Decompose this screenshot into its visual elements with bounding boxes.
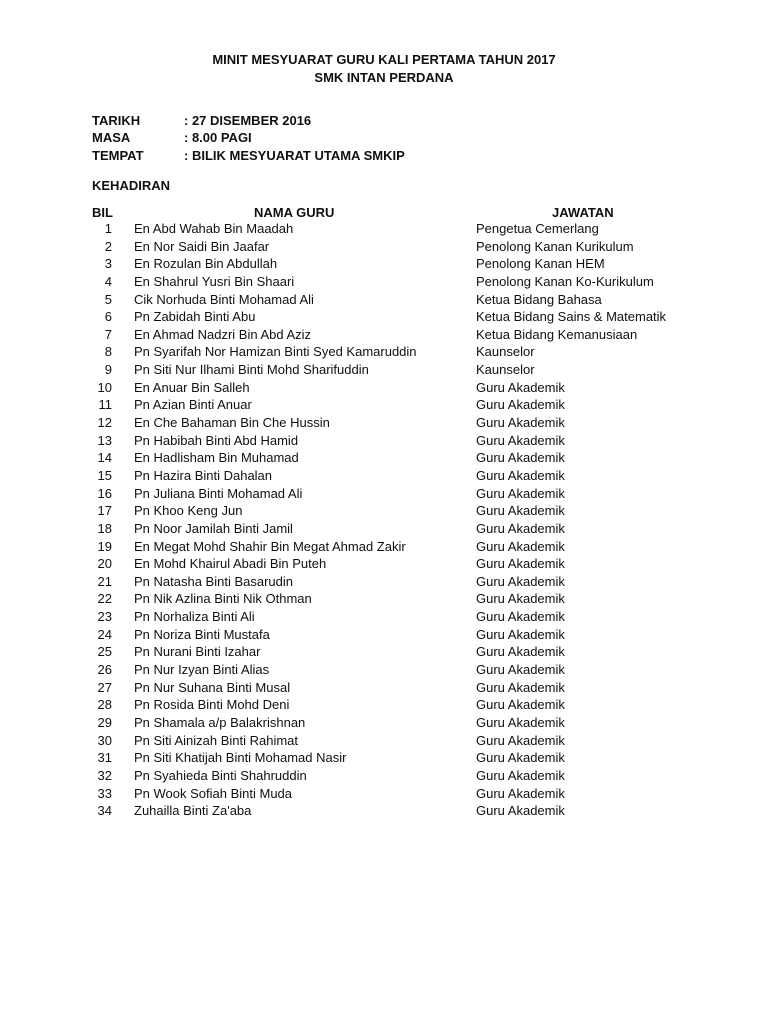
- table-row: [0, 502, 768, 520]
- school-name: SMK INTAN PERDANA: [314, 70, 454, 85]
- cell-bil: 14: [97, 450, 112, 466]
- cell-bil: 30: [97, 732, 112, 748]
- column-header-bil: BIL: [92, 205, 113, 220]
- cell-jawatan: Guru Akademik: [476, 662, 565, 678]
- table-row: [0, 520, 768, 538]
- cell-nama-guru: En Anuar Bin Salleh: [134, 379, 250, 395]
- table-row: [0, 467, 768, 485]
- cell-nama-guru: Pn Noor Jamilah Binti Jamil: [134, 520, 293, 536]
- cell-bil: 24: [97, 626, 112, 642]
- cell-bil: 17: [97, 503, 112, 519]
- cell-nama-guru: En Shahrul Yusri Bin Shaari: [134, 273, 295, 289]
- table-row: [0, 220, 768, 238]
- cell-jawatan: Pengetua Cemerlang: [476, 221, 599, 236]
- cell-nama-guru: Pn Nurani Binti Izahar: [134, 644, 261, 660]
- cell-nama-guru: En Ahmad Nadzri Bin Abd Aziz: [134, 326, 312, 342]
- cell-nama-guru: En Che Bahaman Bin Che Hussin: [134, 415, 330, 431]
- cell-bil: 13: [97, 432, 112, 448]
- cell-nama-guru: Pn Siti Ainizah Binti Rahimat: [134, 732, 299, 748]
- table-row: [0, 308, 768, 326]
- cell-bil: 18: [97, 520, 112, 536]
- table-row: [0, 555, 768, 573]
- cell-nama-guru: Pn Zabidah Binti Abu: [134, 309, 256, 325]
- cell-bil: 19: [97, 538, 112, 554]
- cell-nama-guru: Pn Nur Izyan Binti Alias: [134, 662, 270, 678]
- meta-tempat-value: : BILIK MESYUARAT UTAMA SMKIP: [184, 148, 405, 163]
- cell-jawatan: Guru Akademik: [476, 803, 565, 819]
- cell-bil: 16: [97, 485, 112, 501]
- cell-bil: 8: [104, 344, 112, 360]
- table-row: [0, 449, 768, 467]
- cell-bil: 32: [97, 767, 112, 783]
- table-row: [0, 432, 768, 450]
- meta-masa-label: MASA: [92, 130, 131, 145]
- meta-masa-value: : 8.00 PAGI: [184, 130, 252, 145]
- cell-jawatan: Penolong Kanan Kurikulum: [476, 238, 634, 254]
- cell-nama-guru: Pn Juliana Binti Mohamad Ali: [134, 485, 303, 501]
- cell-jawatan: Guru Akademik: [476, 573, 565, 589]
- table-row: [0, 238, 768, 256]
- cell-bil: 4: [104, 273, 112, 289]
- cell-jawatan: Guru Akademik: [476, 767, 565, 783]
- table-row: [0, 785, 768, 803]
- cell-jawatan: Guru Akademik: [476, 679, 565, 695]
- table-row: [0, 414, 768, 432]
- cell-bil: 22: [97, 591, 112, 607]
- cell-jawatan: Guru Akademik: [476, 750, 565, 766]
- table-row: [0, 608, 768, 626]
- cell-bil: 5: [104, 291, 112, 307]
- cell-jawatan: Kaunselor: [476, 344, 535, 360]
- cell-bil: 9: [104, 362, 112, 378]
- cell-bil: 12: [97, 415, 112, 431]
- cell-nama-guru: Pn Habibah Binti Abd Hamid: [134, 432, 299, 448]
- cell-jawatan: Ketua Bidang Kemanusiaan: [476, 326, 638, 342]
- cell-bil: 2: [104, 238, 112, 254]
- cell-jawatan: Guru Akademik: [476, 591, 565, 607]
- table-row: [0, 749, 768, 767]
- cell-bil: 21: [97, 573, 112, 589]
- cell-jawatan: Guru Akademik: [476, 467, 565, 483]
- table-row: [0, 590, 768, 608]
- table-row: [0, 396, 768, 414]
- meta-tarikh-value: : 27 DISEMBER 2016: [184, 113, 312, 128]
- table-row: [0, 273, 768, 291]
- cell-bil: 27: [97, 679, 112, 695]
- cell-nama-guru: Pn Noriza Binti Mustafa: [134, 626, 270, 642]
- cell-nama-guru: Pn Siti Nur Ilhami Binti Mohd Sharifuddin: [134, 362, 369, 378]
- cell-bil: 34: [97, 803, 112, 819]
- cell-jawatan: Penolong Kanan Ko-Kurikulum: [476, 273, 654, 289]
- cell-jawatan: Guru Akademik: [476, 415, 565, 431]
- attendance-table-body: [0, 220, 768, 820]
- cell-jawatan: Guru Akademik: [476, 697, 565, 713]
- column-header-nama-guru: NAMA GURU: [254, 205, 335, 220]
- cell-jawatan: Ketua Bidang Sains & Matematik: [476, 309, 667, 325]
- cell-jawatan: Guru Akademik: [476, 714, 565, 730]
- cell-bil: 3: [104, 256, 112, 272]
- table-row: [0, 732, 768, 750]
- cell-jawatan: Guru Akademik: [476, 538, 565, 554]
- table-row: [0, 255, 768, 273]
- cell-jawatan: Guru Akademik: [476, 397, 565, 413]
- column-header-jawatan: JAWATAN: [552, 205, 614, 220]
- table-row: [0, 643, 768, 661]
- cell-nama-guru: En Megat Mohd Shahir Bin Megat Ahmad Zakir: [134, 538, 406, 554]
- cell-nama-guru: Pn Rosida Binti Mohd Deni: [134, 697, 290, 713]
- meta-tarikh: [92, 112, 311, 129]
- cell-nama-guru: Pn Siti Khatijah Binti Mohamad Nasir: [134, 750, 347, 766]
- cell-bil: 7: [104, 326, 112, 342]
- cell-bil: 25: [97, 644, 112, 660]
- cell-jawatan: Guru Akademik: [476, 503, 565, 519]
- cell-bil: 10: [97, 379, 112, 395]
- meta-masa: [92, 129, 252, 146]
- cell-nama-guru: Pn Azian Binti Anuar: [134, 397, 252, 413]
- section-heading-kehadiran: KEHADIRAN: [92, 178, 170, 193]
- table-header: [0, 205, 768, 221]
- cell-bil: 20: [97, 556, 112, 572]
- cell-nama-guru: Pn Natasha Binti Basarudin: [134, 573, 293, 589]
- cell-jawatan: Guru Akademik: [476, 732, 565, 748]
- cell-jawatan: Guru Akademik: [476, 379, 565, 395]
- cell-nama-guru: Pn Wook Sofiah Binti Muda: [134, 785, 293, 801]
- cell-nama-guru: En Nor Saidi Bin Jaafar: [134, 238, 270, 254]
- meta-tempat-label: TEMPAT: [92, 148, 144, 163]
- table-row: [0, 802, 768, 820]
- document-title: MINIT MESYUARAT GURU KALI PERTAMA TAHUN 2017: [212, 52, 556, 67]
- cell-jawatan: Penolong Kanan HEM: [476, 256, 605, 272]
- cell-nama-guru: Pn Nik Azlina Binti Nik Othman: [134, 591, 312, 607]
- cell-bil: 28: [97, 697, 112, 713]
- cell-bil: 15: [97, 467, 112, 483]
- cell-nama-guru: Pn Khoo Keng Jun: [134, 503, 243, 519]
- cell-nama-guru: Pn Norhaliza Binti Ali: [134, 609, 255, 625]
- cell-nama-guru: Zuhailla Binti Za'aba: [134, 803, 252, 819]
- cell-jawatan: Guru Akademik: [476, 785, 565, 801]
- table-row: [0, 343, 768, 361]
- cell-bil: 11: [98, 397, 112, 413]
- table-row: [0, 714, 768, 732]
- cell-jawatan: Guru Akademik: [476, 485, 565, 501]
- table-row: [0, 485, 768, 503]
- cell-nama-guru: Pn Syahieda Binti Shahruddin: [134, 767, 307, 783]
- meta-tarikh-label: TARIKH: [92, 113, 141, 128]
- cell-jawatan: Guru Akademik: [476, 556, 565, 572]
- cell-nama-guru: Pn Shamala a/p Balakrishnan: [134, 714, 306, 730]
- cell-nama-guru: En Mohd Khairul Abadi Bin Puteh: [134, 556, 327, 572]
- cell-bil: 33: [97, 785, 112, 801]
- cell-jawatan: Guru Akademik: [476, 520, 565, 536]
- cell-bil: 23: [97, 609, 112, 625]
- cell-nama-guru: En Abd Wahab Bin Maadah: [134, 221, 294, 236]
- cell-jawatan: Guru Akademik: [476, 644, 565, 660]
- table-row: [0, 573, 768, 591]
- cell-nama-guru: Pn Syarifah Nor Hamizan Binti Syed Kamaruddin: [134, 344, 417, 360]
- cell-jawatan: Guru Akademik: [476, 609, 565, 625]
- cell-nama-guru: Pn Nur Suhana Binti Musal: [134, 679, 291, 695]
- cell-nama-guru: Cik Norhuda Binti Mohamad Ali: [134, 291, 314, 307]
- table-row: [0, 361, 768, 379]
- table-row: [0, 326, 768, 344]
- cell-jawatan: Kaunselor: [476, 362, 535, 378]
- cell-nama-guru: En Rozulan Bin Abdullah: [134, 256, 278, 272]
- table-row: [0, 379, 768, 397]
- cell-jawatan: Ketua Bidang Bahasa: [476, 291, 602, 307]
- cell-bil: 29: [97, 714, 112, 730]
- table-row: [0, 696, 768, 714]
- table-row: [0, 626, 768, 644]
- cell-jawatan: Guru Akademik: [476, 626, 565, 642]
- cell-bil: 26: [97, 662, 112, 678]
- table-row: [0, 679, 768, 697]
- cell-bil: 31: [97, 750, 112, 766]
- cell-bil: 6: [104, 309, 112, 325]
- cell-nama-guru: Pn Hazira Binti Dahalan: [134, 467, 273, 483]
- cell-jawatan: Guru Akademik: [476, 432, 565, 448]
- cell-jawatan: Guru Akademik: [476, 450, 565, 466]
- table-row: [0, 661, 768, 679]
- table-row: [0, 291, 768, 309]
- cell-bil: 1: [104, 221, 112, 236]
- cell-nama-guru: En Hadlisham Bin Muhamad: [134, 450, 299, 466]
- table-row: [0, 767, 768, 785]
- meta-tempat: [92, 147, 405, 164]
- table-row: [0, 538, 768, 556]
